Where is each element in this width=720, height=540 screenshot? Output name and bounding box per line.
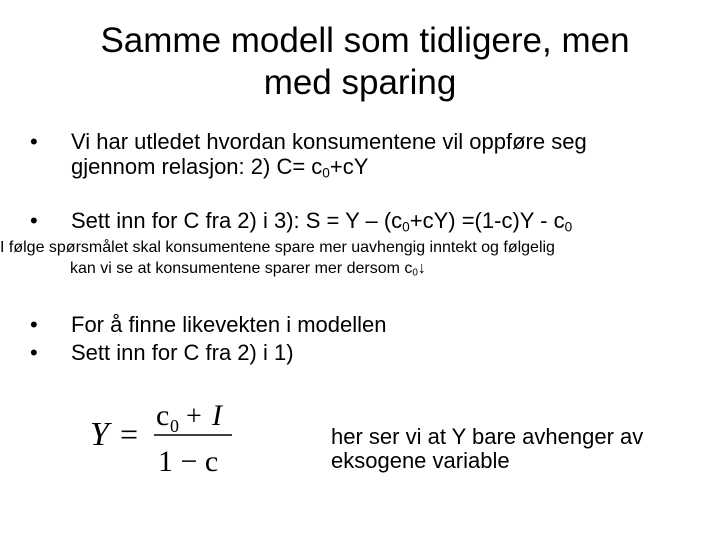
formula-num-sub: 0 [170, 416, 179, 436]
formula-equals: = [120, 416, 139, 452]
bullet-marker: • [30, 340, 38, 365]
bullet-1-line-2: gjennom relasjon: 2) $C= c_0+cY$ [71, 154, 369, 181]
bullet-4-text: Sett inn for C fra 2) i 1) [71, 340, 294, 365]
slide-title [0, 20, 720, 104]
formula-num-c: c [156, 399, 170, 432]
explanation-paragraph [0, 237, 555, 279]
bullet-1-line-1: Vi har utledet hvordan konsumentene vil oppføre seg [71, 129, 587, 154]
bullet-marker: • [30, 312, 38, 337]
bullet-3-text: For å finne likevekten i modellen [71, 312, 387, 337]
bullet-marker: • [30, 129, 38, 154]
conclusion-note [331, 425, 643, 473]
bullet-marker: • [30, 208, 38, 233]
paragraph-line-1: I følge spørsmålet skal konsumentene spare mer uavhengig inntekt og følgelig [0, 239, 555, 256]
formula-num-i: I [212, 399, 222, 432]
equilibrium-formula [86, 395, 246, 485]
paragraph-line-2: kan vi se at konsumentene sparer mer dersom $c_0↓$ [70, 260, 426, 279]
formula-num-plus: + [186, 401, 202, 432]
bullet-2-text: Sett inn for C fra 2) i 3): $S = Y - (c_0+cY) =(1-c)Y - c_0$ [71, 208, 573, 235]
title-line-1: Samme modell som tidligere, men [100, 21, 630, 60]
title-line-2: med sparing [263, 63, 457, 102]
formula-denominator: 1 − c [158, 445, 219, 478]
formula-lhs: Y [90, 416, 109, 453]
note-line-2: eksogene variable [331, 448, 510, 473]
note-line-1: her ser vi at Y bare avhenger av [331, 424, 644, 449]
